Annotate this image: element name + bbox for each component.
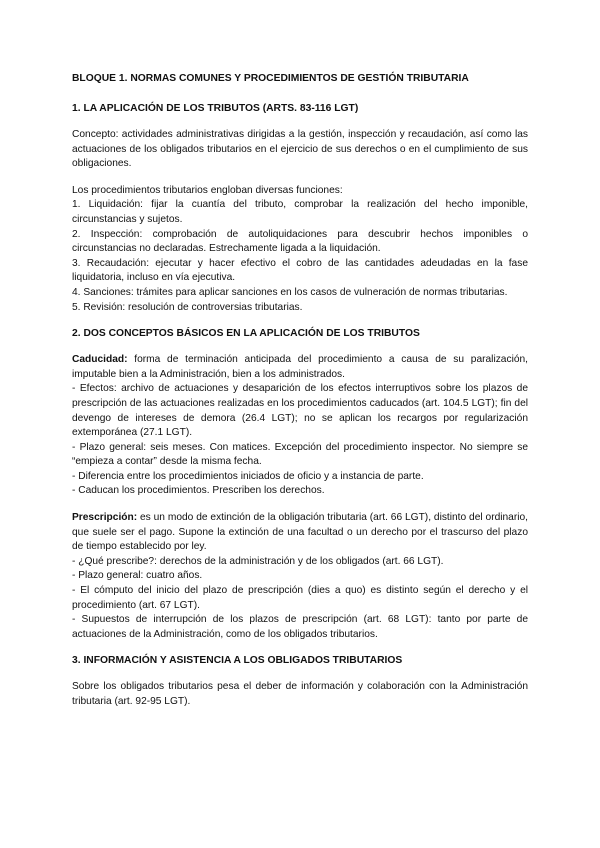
caducidad-item: - Plazo general: seis meses. Con matices. Excepción del procedimiento inspector. No siempre se “empieza a contar” desde la misma fecha.: [72, 441, 528, 468]
caducidad-item: - Diferencia entre los procedimientos iniciados de oficio y a instancia de parte.: [72, 470, 424, 482]
caducidad-label: Caducidad:: [72, 354, 128, 366]
section-1-concepto: Concepto: actividades administrativas dirigidas a la gestión, inspección y recaudación, así como las actuaciones de los obligados tributarios en el ejercicio de sus derechos o en el cumplimiento de sus obligaciones.: [72, 129, 528, 170]
document-title: BLOQUE 1. NORMAS COMUNES Y PROCEDIMIENTOS DE GESTIÓN TRIBUTARIA: [72, 73, 469, 84]
prescripcion-block: [72, 511, 528, 642]
prescripcion-text: es un modo de extinción de la obligación tributaria (art. 66 LGT), distinto del ordinario, que suele ser el pago. Supone la extinción de una facultad o un derecho por el trascurso del plazo de tiempo establecido por ley.: [72, 512, 528, 553]
caducidad-item: - Caducan los procedimientos. Prescriben los derechos.: [72, 485, 325, 497]
prescripcion-item: - Plazo general: cuatro años.: [72, 570, 203, 582]
prescripcion-item: - El cómputo del inicio del plazo de prescripción (dies a quo) es distinto según el derecho y el procedimiento (art. 67 LGT).: [72, 585, 528, 611]
caducidad-block: [72, 353, 528, 499]
prescripcion-label: Prescripción:: [72, 512, 138, 524]
function-item: 4. Sanciones: trámites para aplicar sanciones en los casos de vulneración de normas tributarias.: [72, 286, 508, 298]
document-body: [72, 72, 528, 722]
functions-intro: Los procedimientos tributarios engloban diversas funciones:: [72, 184, 343, 196]
section-2-heading: 2. DOS CONCEPTOS BÁSICOS EN LA APLICACIÓN DE LOS TRIBUTOS: [72, 328, 420, 340]
section-3-text: Sobre los obligados tributarios pesa el deber de información y colaboración con la Administración tributaria (art. 92-95 LGT).: [72, 681, 528, 707]
function-item: 3. Recaudación: ejecutar y hacer efectivo el cobro de las cantidades adeudadas en la fase liquidatoria, incluso en vía ejecutiva.: [72, 257, 528, 284]
prescripcion-definition: [72, 511, 528, 555]
function-item: 1. Liquidación: fijar la cuantía del tributo, comprobar la realización del hecho imponible, circunstancias y sujetos.: [72, 199, 528, 225]
section-1-heading: 1. LA APLICACIÓN DE LOS TRIBUTOS (ARTS. 83-116 LGT): [72, 103, 359, 114]
prescripcion-item: - ¿Qué prescribe?: derechos de la administración y de los obligados (art. 66 LGT).: [72, 555, 444, 567]
prescripcion-item: - Supuestos de interrupción de los plazos de prescripción (art. 68 LGT): tanto por parte de actuaciones de la Administración, como de los obligados tributarios.: [72, 614, 528, 640]
section-3-heading: 3. INFORMACIÓN Y ASISTENCIA A LOS OBLIGADOS TRIBUTARIOS: [72, 655, 403, 667]
caducidad-text: forma de terminación anticipada del procedimiento a causa de su paralización, imputable bien a la Administración, bien a los administrados.: [72, 354, 528, 380]
section-1-functions: [72, 184, 528, 315]
caducidad-definition: [72, 353, 528, 382]
function-item: 2. Inspección: comprobación de autoliquidaciones para descubrir hechos imponibles o circunstancias no declaradas. Estrechamente ligada a la liquidación.: [72, 228, 528, 255]
function-item: 5. Revisión: resolución de controversias tributarias.: [72, 301, 303, 313]
caducidad-item: - Efectos: archivo de actuaciones y desaparición de los efectos interruptivos sobre los plazos de prescripción de las actuaciones realizadas en los procedimientos caducados (art. 104.5 LGT); fin del devengo de intereses de demora (26.4 LGT); no se aplican los recargos por regularización extemporánea (27.1 LGT).: [72, 383, 528, 439]
